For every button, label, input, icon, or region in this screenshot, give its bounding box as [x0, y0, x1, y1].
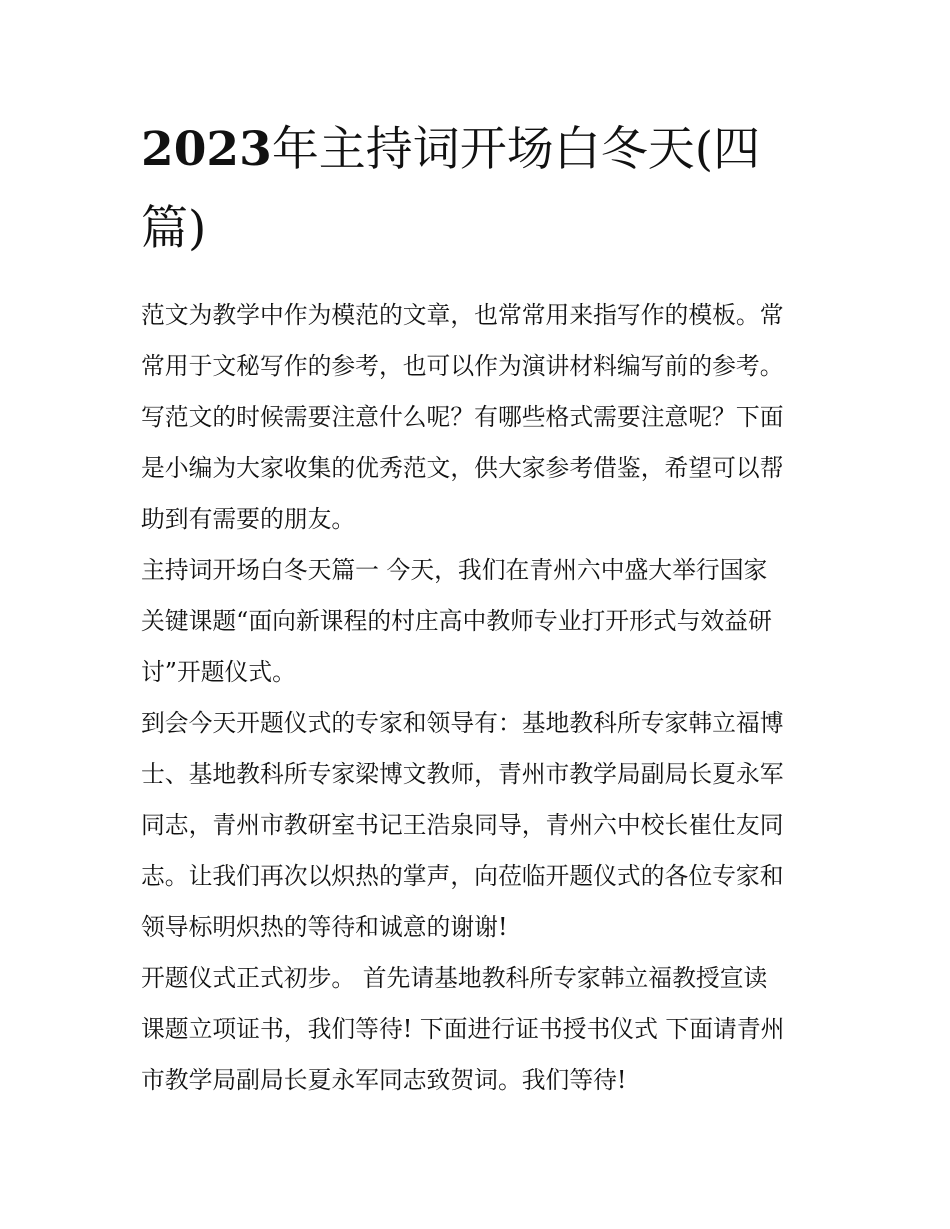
text-line: 常用于文秘写作的参考，也可以作为演讲材料编写前的参考。 [141, 352, 784, 380]
document-title [141, 110, 821, 268]
document-page [141, 110, 821, 1106]
text-line: 开题仪式正式初步。 首先请基地教科所专家韩立福教授宣读 [141, 964, 768, 992]
paragraph-ceremony [141, 953, 821, 1106]
text-line: 讨”开题仪式。 [141, 658, 296, 686]
text-line: 课题立项证书，我们等待! 下面进行证书授书仪式 下面请青州 [141, 1015, 785, 1043]
text-line: 领导标明炽热的等待和诚意的谢谢! [141, 913, 508, 941]
text-line: 到会今天开题仪式的专家和领导有：基地教科所专家韩立福博 [141, 709, 784, 737]
title-text: 年主持词开场白冬天(四篇) [141, 122, 761, 256]
text-line: 写范文的时候需要注意什么呢？有哪些格式需要注意呢？下面 [141, 403, 784, 431]
text-line: 士、基地教科所专家梁博文教师，青州市教学局副局长夏永军 [141, 760, 784, 788]
text-line: 助到有需要的朋友。 [141, 505, 356, 533]
text-line: 关键课题“面向新课程的村庄高中教师专业打开形式与效益研 [141, 607, 772, 635]
paragraph-intro [141, 290, 821, 545]
text-line: 志。让我们再次以炽热的掌声，向莅临开题仪式的各位专家和 [141, 862, 784, 890]
text-line: 是小编为大家收集的优秀范文，供大家参考借鉴，希望可以帮 [141, 454, 784, 482]
text-line: 范文为教学中作为模范的文章，也常常用来指写作的模板。常 [141, 301, 784, 329]
paragraph-opening [141, 545, 821, 698]
text-line: 市教学局副局长夏永军同志致贺词。我们等待! [141, 1066, 627, 1094]
text-line: 主持词开场白冬天篇一 今天，我们在青州六中盛大举行国家 [141, 556, 768, 584]
title-year: 2023 [141, 122, 272, 177]
text-line: 同志，青州市教研室书记王浩泉同导，青州六中校长崔仕友同 [141, 811, 784, 839]
document-body [141, 290, 821, 1106]
paragraph-guests [141, 698, 821, 953]
